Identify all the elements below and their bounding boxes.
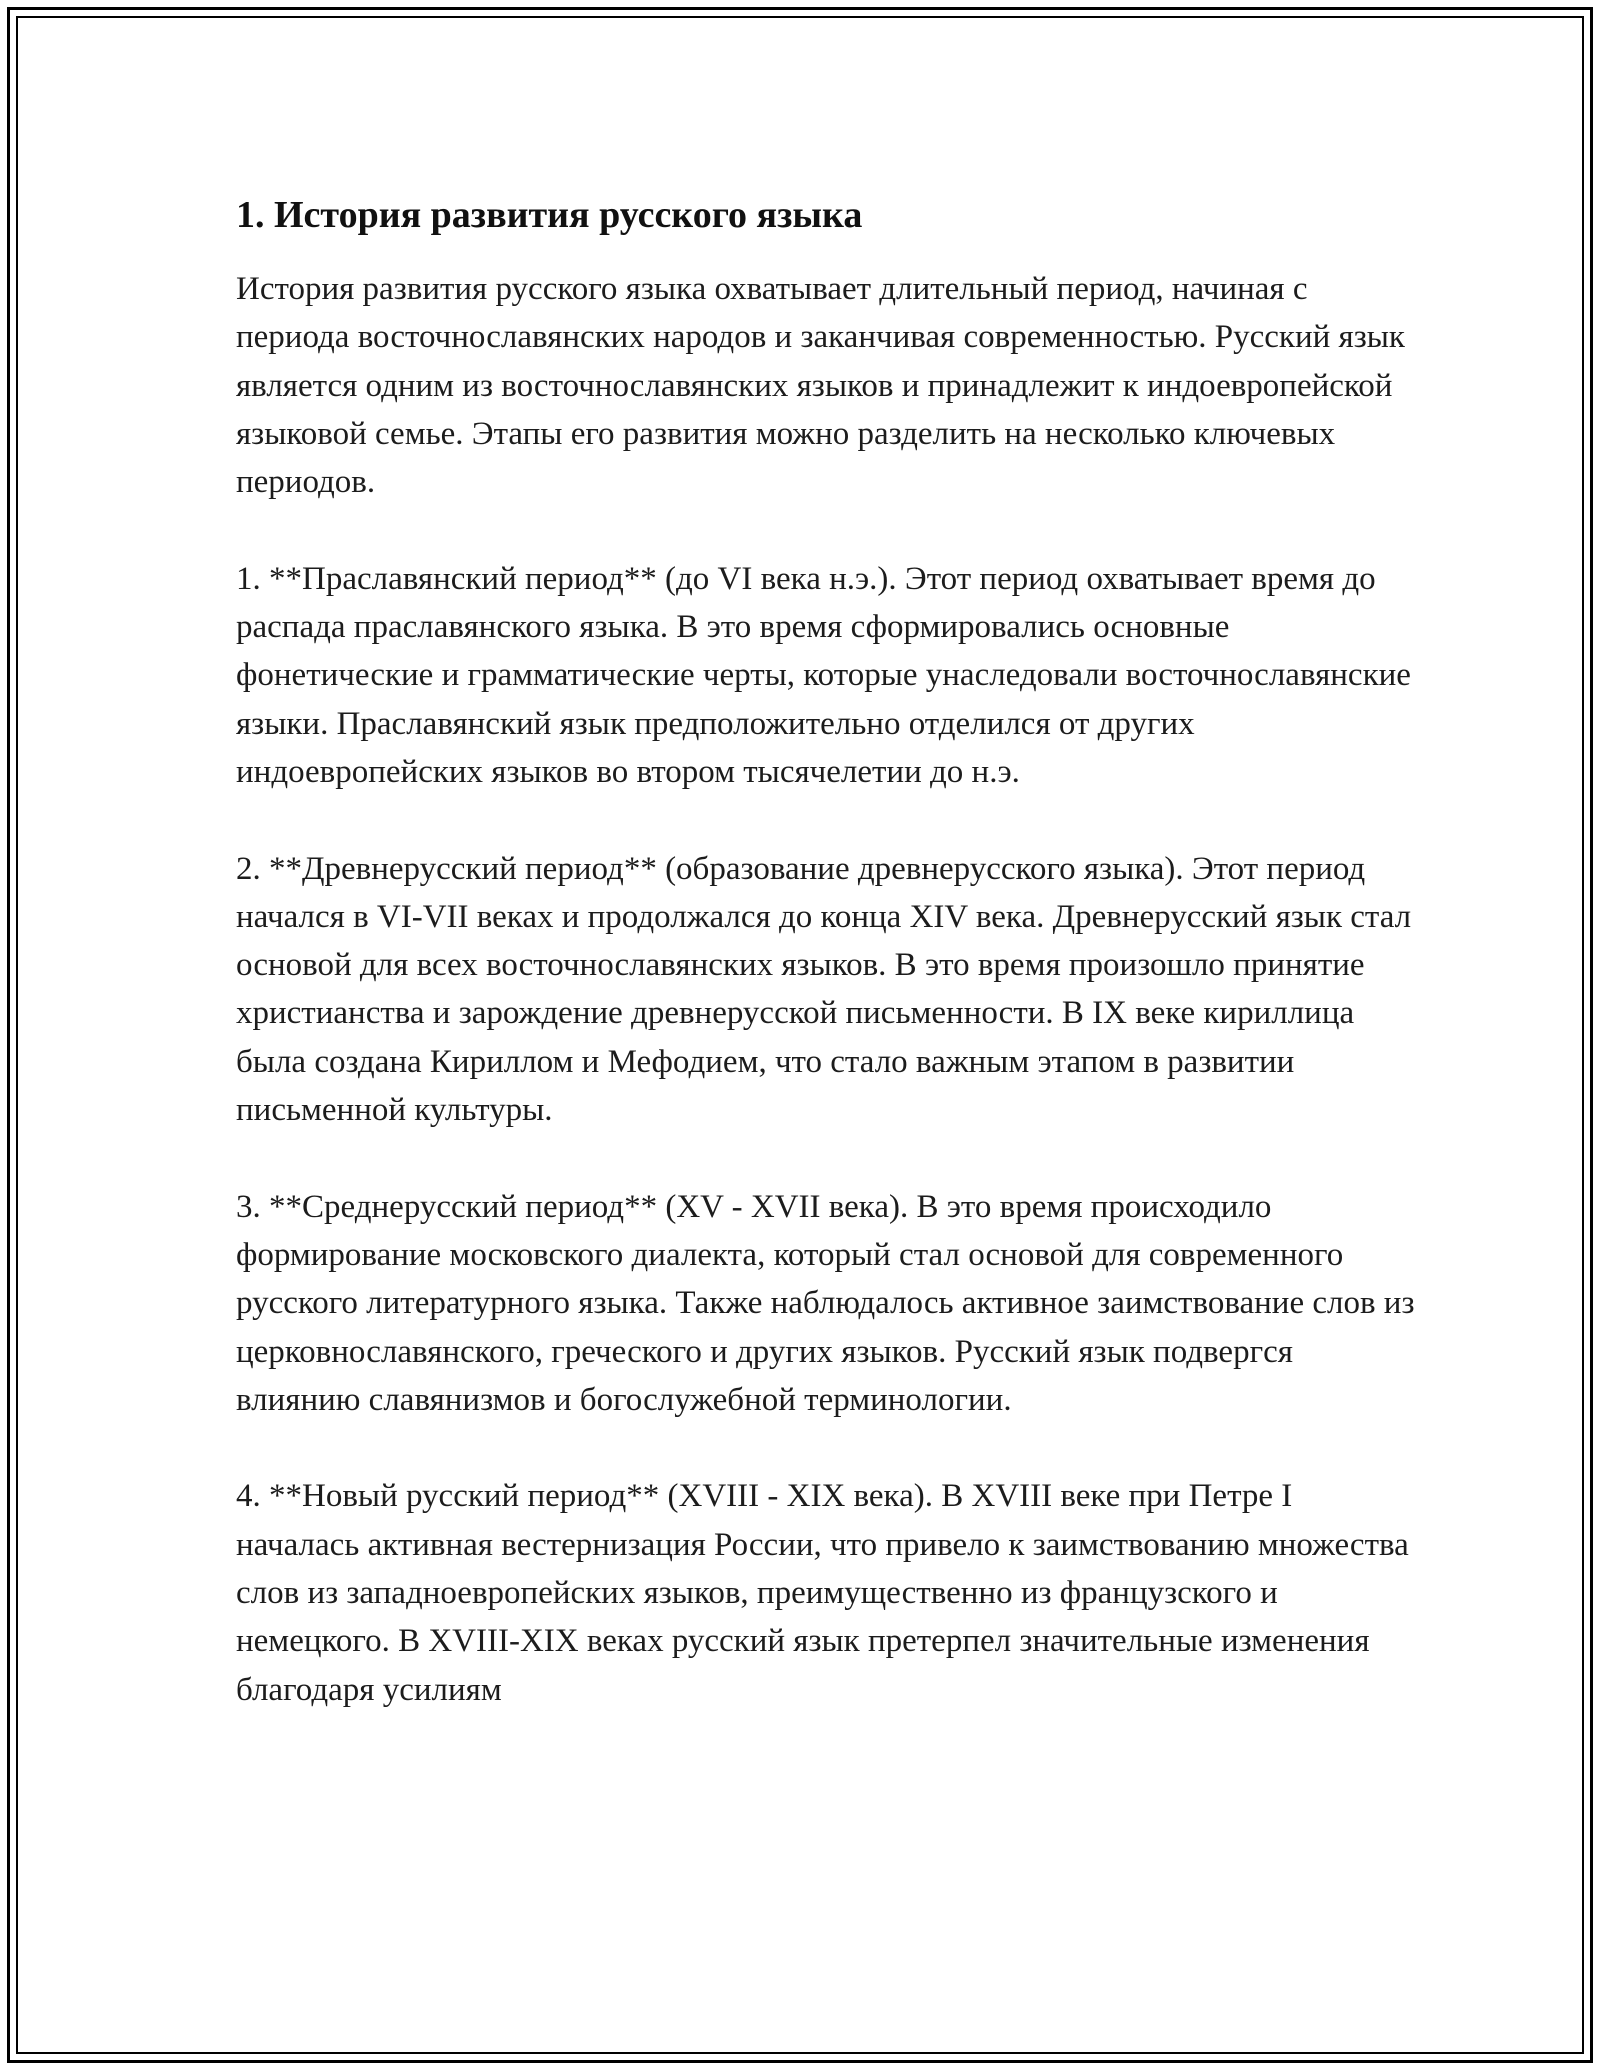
intro-paragraph: История развития русского языка охватывает длительный период, начиная с периода восточнославянских народов и заканчивая современностью. Русский язык является одним из восточнославянских языков и принадлежит к индоевропейской языковой семье. Этапы его развития можно разделить на несколько ключевых периодов. xyxy=(236,271,1405,501)
period-paragraph-middle-russian: 3. **Среднерусский период** (XV - XVII века). В это время происходило формирование московского диалекта, который стал основой для современного русского литературного языка. Также наблюдалось активное заимствование слов из церковнославянского, греческого и других языков. Русский язык подвергся влиянию славянизмов и богослужебной терминологии. xyxy=(236,1188,1415,1418)
period-paragraph-proto-slavic: 1. **Праславянский период** (до VI века н.э.). Этот период охватывает время до распада праславянского языка. В это время сформировались основные фонетические и грамматические черты, которые унаследовали восточнославянские языки. Праславянский язык предположительно отделился от других индоевропейских языков во втором тысячелетии до н.э. xyxy=(236,560,1411,790)
section-heading: 1. История развития русского языка xyxy=(236,194,863,236)
document-body xyxy=(236,186,1416,1714)
period-paragraph-old-russian: 2. **Древнерусский период** (образование древнерусского языка). Этот период начался в VI-VII веках и продолжался до конца XIV века. Древнерусский язык стал основой для всех восточнославянских языков. В это время произошло принятие христианства и зарождение древнерусской письменности. В IX веке кириллица была создана Кириллом и Мефодием, что стало важным этапом в развитии письменной культуры. xyxy=(236,850,1412,1129)
period-paragraph-new-russian: 4. **Новый русский период** (XVIII - XIX века). В XVIII веке при Петре I началась активная вестернизация России, что привело к заимствованию множества слов из западноевропейских языков, преимущественно из французского и немецкого. В XVIII-XIX веках русский язык претерпел значительные изменения благодаря усилиям xyxy=(236,1478,1409,1708)
